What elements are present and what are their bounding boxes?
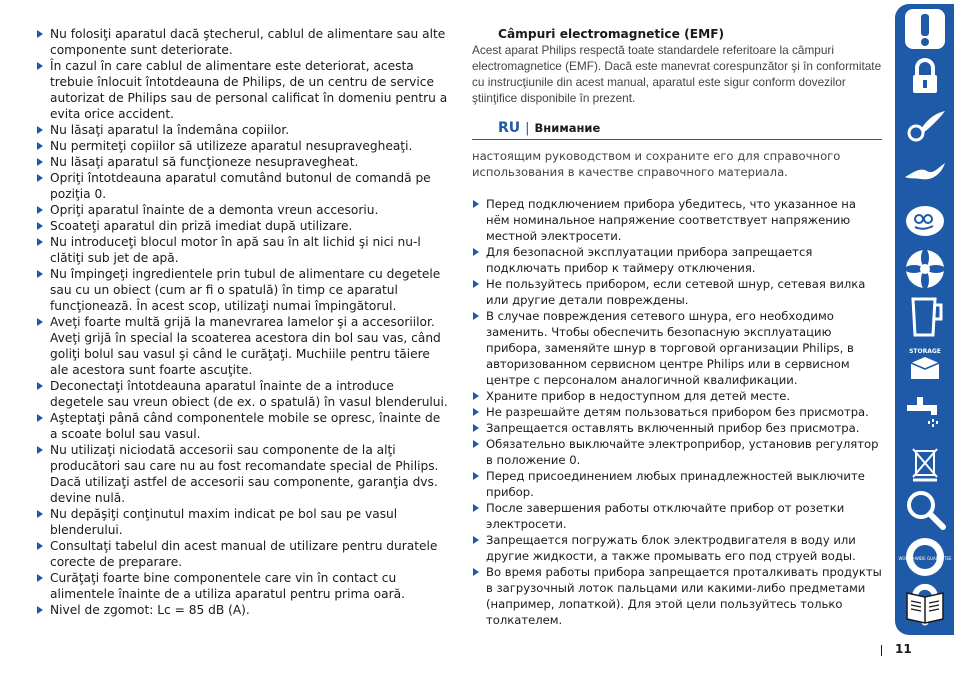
bullet-item: Обязательно выключайте электроприбор, установив регулятор в положение 0.	[472, 436, 882, 468]
bullet-item: Opriţi întotdeauna aparatul comutând butonul de comandă pe poziţia 0.	[36, 170, 448, 202]
right-column	[472, 26, 882, 628]
bullet-item: Не разрешайте детям пользоваться прибором без присмотра.	[472, 404, 882, 420]
disposal-icon[interactable]	[901, 438, 949, 484]
bullet-item: Перед подключением прибора убедитесь, что указанное на нём номинальное напряжение соответствует напряжению местной электросети.	[472, 196, 882, 244]
bullet-item: Aşteptaţi până când componentele mobile se opresc, înainte de a scoate bolul sau vasul.	[36, 410, 448, 442]
bullet-item: Перед присоединением любых принадлежностей выключите прибор.	[472, 468, 882, 500]
bullet-item: Для безопасной эксплуатации прибора запрещается подключать прибор к таймеру отключения.	[472, 244, 882, 276]
page-number: 11	[895, 642, 912, 656]
language-section-header	[472, 120, 882, 140]
magnifier-icon[interactable]	[901, 486, 949, 532]
bullet-item: Curăţaţi foarte bine componentele care vin în contact cu alimentele înainte de a utiliza aparatul pentru prima oară.	[36, 570, 448, 602]
bullet-item: Opriţi aparatul înainte de a demonta vreun accesoriu.	[36, 202, 448, 218]
bullet-item: Nu permiteţi copiilor să utilizeze aparatul nesupravegheaţi.	[36, 138, 448, 154]
manual-icon[interactable]	[901, 582, 949, 628]
storage-icon[interactable]	[901, 342, 949, 388]
bullet-item: Nivel de zgomot: Lc = 85 dB (A).	[36, 602, 448, 618]
language-code: RU	[498, 120, 521, 136]
face-icon[interactable]	[901, 198, 949, 244]
blender-blades-icon[interactable]	[901, 246, 949, 292]
jug-icon[interactable]	[901, 294, 949, 340]
emf-paragraph: Acest aparat Philips respectă toate standardele referitoare la câmpuri electromagnetice (EMF). Dacă este manevrat corespunzător şi în conformitate cu instrucţiunile din acest manual, aparatul este sigur conform dovezilor ştiinţifice disponibile în prezent.	[472, 43, 882, 105]
blade-icon[interactable]	[901, 102, 949, 148]
section-title: Внимание	[534, 121, 601, 135]
bullet-item: Nu depăşiţi conţinutul maxim indicat pe bol sau pe vasul blenderului.	[36, 506, 448, 538]
language-separator: |	[525, 121, 530, 136]
tap-icon[interactable]	[901, 390, 949, 436]
bullet-item: Deconectaţi întotdeauna aparatul înainte de a introduce degetele sau vreun obiect (de ex. o spatulă) în vasul blenderului.	[36, 378, 448, 410]
bullet-item: Nu folosiţi aparatul dacă ştecherul, cablul de alimentare sau alte componente sunt deteriorate.	[36, 26, 448, 58]
bullet-item: Nu împingeţi ingredientele prin tubul de alimentare cu degetele sau cu un obiect (cum ar fi o spatulă) în timp ce aparatul funcţionează. În acest scop, utilizaţi numai împingătorul.	[36, 266, 448, 314]
bullet-item: Не пользуйтесь прибором, если сетевой шнур, сетевая вилка или другие детали повреждены.	[472, 276, 882, 308]
bullet-item: Nu lăsaţi aparatul să funcţioneze nesupravegheat.	[36, 154, 448, 170]
left-column	[36, 26, 448, 618]
bullet-item: После завершения работы отключайте прибор от розетки электросети.	[472, 500, 882, 532]
bullet-item: Запрещается погружать блок электродвигателя в воду или другие жидкости, а также промывать его под струей воды.	[472, 532, 882, 564]
bullet-item: Nu lăsaţi aparatul la îndemâna copiilor.	[36, 122, 448, 138]
bullet-item: Nu utilizaţi niciodată accesorii sau componente de la alţi producători sau care nu au fost recomandate special de Philips. Dacă utilizaţi astfel de accesorii sau componente, garanţia dvs. devine nulă.	[36, 442, 448, 506]
bullet-item: Consultaţi tabelul din acest manual de utilizare pentru duratele corecte de preparare.	[36, 538, 448, 570]
storage-label: STORAGE	[909, 348, 941, 355]
bullet-item: Запрещается оставлять включенный прибор без присмотра.	[472, 420, 882, 436]
bullet-item: Храните прибор в недоступном для детей месте.	[472, 388, 882, 404]
bullet-item: Scoateţi aparatul din priză imediat după utilizare.	[36, 218, 448, 234]
bullet-item: В случае повреждения сетевого шнура, его необходимо заменить. Чтобы обеспечить безопасную эксплуатацию прибора, заменяйте шнур в торговой организации Philips, в авторизованном сервисном центре Philips или в сервисном центре с персоналом аналогичной квалификации.	[472, 308, 882, 388]
guarantee-icon[interactable]	[898, 534, 952, 580]
bullet-item: În cazul în care cablul de alimentare este deteriorat, acesta trebuie înlocuit întotdeauna de Philips, de un centru de service autorizat de Philips sau de personal calificat în domeniu pentru a evita orice accident.	[36, 58, 448, 122]
bullet-item: Nu introduceţi blocul motor în apă sau în alt lichid şi nici nu-l clătiţi sub jet de apă.	[36, 234, 448, 266]
emf-heading: Câmpuri electromagnetice (EMF)	[498, 27, 725, 41]
padlock-icon[interactable]	[901, 54, 949, 100]
chapter-sidebar	[895, 4, 954, 635]
left-bullet-list	[36, 26, 448, 618]
bullet-item: Aveţi foarte multă grijă la manevrarea lamelor şi a accesoriilor. Aveţi grijă în special la scoaterea acestora din bol sau vas, când goliţi bolul sau vasul şi când le curăţaţi. Muchiile pentru tăiere ale acestora sunt foarte ascuţite.	[36, 314, 448, 378]
bullet-item: Во время работы прибора запрещается проталкивать продукты в загрузочный лоток пальцами или какими-либо предметами (например, лопаткой). Для этой цели пользуйтесь только толкателем.	[472, 564, 882, 628]
intro-paragraph: настоящим руководством и сохраните его для справочного использования в качестве справочного материала.	[472, 149, 841, 179]
right-bullet-list	[472, 196, 882, 628]
page-number-separator	[881, 645, 882, 656]
guarantee-label: WORLD-WIDE GUARANTEE	[898, 556, 952, 561]
whisk-icon[interactable]	[901, 150, 949, 196]
exclamation-icon[interactable]	[901, 6, 949, 52]
